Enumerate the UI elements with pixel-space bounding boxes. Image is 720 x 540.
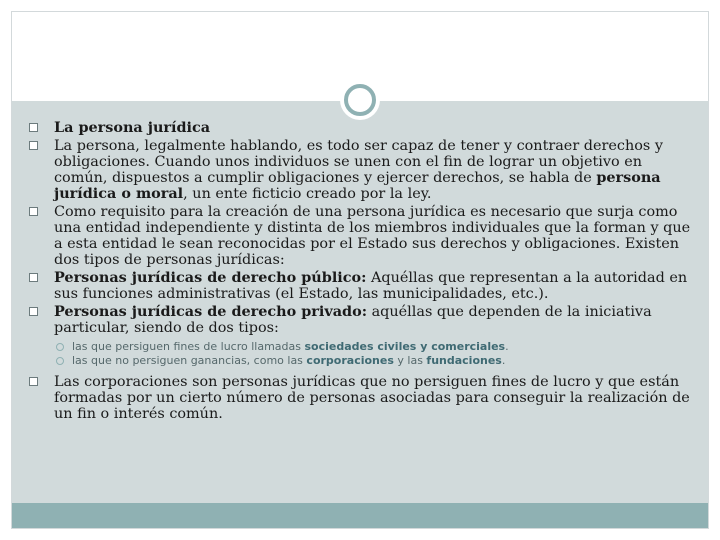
square-bullet-icon [29, 207, 38, 216]
bullet-bold-text: persona jurídica o moral [54, 169, 661, 202]
sub-bullet-emphasis: corporaciones [306, 354, 394, 367]
bullet-text: La persona, legalmente hablando, es todo ser capaz de tener y contraer derechos y obligaciones. Cuando unos individuos se unen con el fin de lograr un objetivo en común, dispuestos a cumplir obligaciones y ejercer derechos, se habla de [54, 138, 663, 186]
bullet-text: Como requisito para la creación de una persona jurídica es necesario que surja como una entidad independiente y distinta de los miembros individuales que la forman y que a esta entidad le sean reconocidas por el Estado sus derechos y obligaciones. Existen dos tipos de personas jurídicas: [54, 204, 691, 268]
square-bullet-icon [29, 377, 38, 386]
circle-ornament-icon [340, 80, 380, 120]
circle-bullet-icon [56, 357, 64, 365]
square-bullet-icon [29, 307, 38, 316]
bullet-text: Las corporaciones son personas jurídicas que no persiguen fines de lucro y que están formadas por un cierto número de personas asociadas para conseguir la realización de un fin o interés común. [54, 374, 690, 422]
bullet-item [28, 138, 692, 202]
circle-bullet-icon [56, 343, 64, 351]
bullet-text: , un ente ficticio creado por la ley. [183, 186, 432, 202]
sub-bullet-text: . [505, 340, 509, 353]
bullet-title: La persona jurídica [54, 119, 211, 136]
sub-bullet-emphasis: sociedades civiles y comerciales [304, 340, 506, 353]
sub-bullet-emphasis: fundaciones [426, 354, 502, 367]
sub-bullet-item [54, 340, 692, 354]
sub-bullet-text: las que persiguen fines de lucro llamadas [72, 340, 305, 353]
sub-bullet-text: y las [393, 354, 427, 367]
bullet-item [28, 204, 692, 268]
bullet-item [28, 120, 692, 136]
bullet-list [28, 120, 692, 424]
bullet-bold-text: Personas jurídicas de derecho privado: [54, 303, 368, 320]
sub-bullet-item [54, 354, 692, 368]
sub-bullet-text: . [501, 354, 506, 367]
bullet-item [28, 374, 692, 422]
square-bullet-icon [29, 123, 38, 132]
bullet-text: Aquéllas que representan a la autoridad en sus funciones administrativas (el Estado, las municipalidades, etc.). [54, 270, 688, 302]
sub-bullet-text: las que no persiguen ganancias, como las [72, 354, 307, 367]
bullet-item [28, 304, 692, 368]
square-bullet-icon [29, 273, 38, 282]
bullet-text: aquéllas que dependen de la iniciativa particular, siendo de dos tipos: [54, 304, 652, 336]
bullet-bold-text: Personas jurídicas de derecho público: [54, 269, 367, 286]
square-bullet-icon [29, 141, 38, 150]
bullet-item [28, 270, 692, 302]
footer-bar [12, 503, 708, 528]
sub-bullet-list [54, 340, 692, 368]
